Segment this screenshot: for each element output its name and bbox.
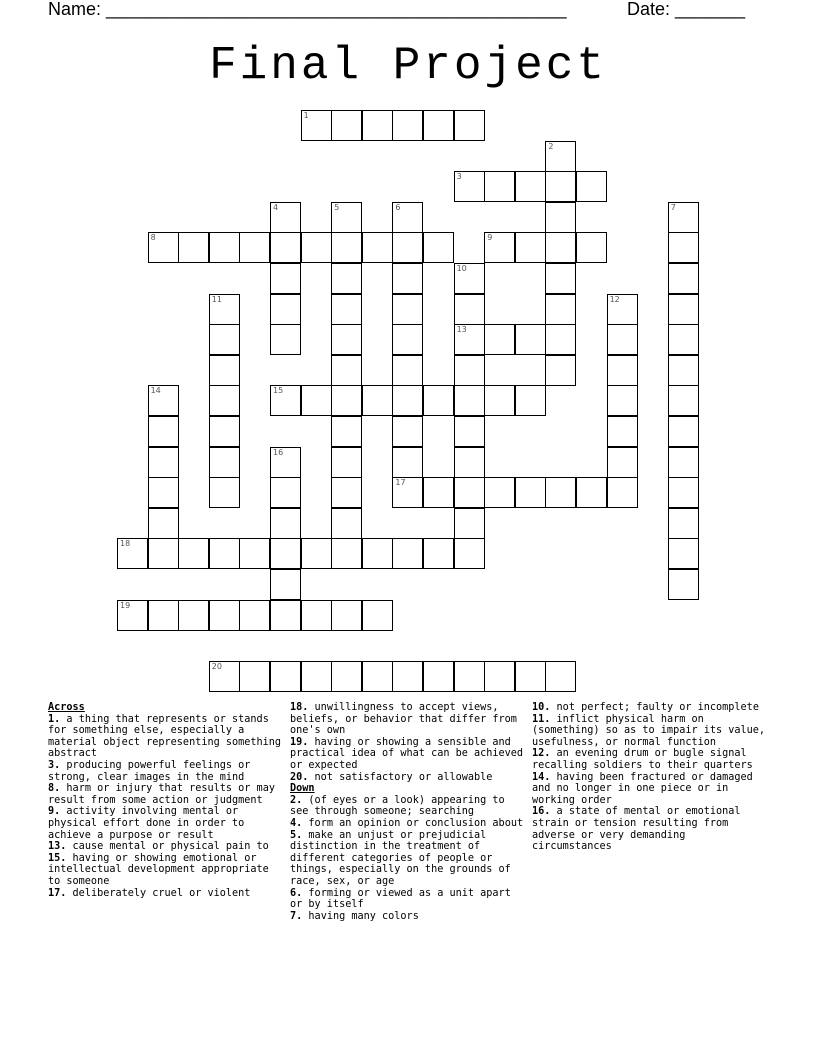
clue-item-number: 8. [48,783,61,795]
crossword-cell[interactable] [392,232,423,263]
crossword-cell[interactable] [270,385,301,416]
crossword-cell[interactable] [301,661,332,692]
crossword-cell[interactable] [515,661,546,692]
clue-item-text: make an unjust or prejudicial distinction in the treatment of different categories of people or things, especially on the grounds of race, sex, or age [290,829,511,887]
clues-column-2 [290,702,526,922]
crossword-cell[interactable] [331,477,362,508]
crossword-cell[interactable] [454,416,485,447]
crossword-cell[interactable] [484,385,515,416]
clue-item [532,772,768,807]
clue-item [48,714,284,760]
crossword-cell[interactable] [148,600,179,631]
crossword-cell[interactable] [576,477,607,508]
crossword-cell[interactable] [454,294,485,325]
crossword-cell[interactable] [484,477,515,508]
crossword-cell[interactable] [270,294,301,325]
crossword-cell[interactable] [148,477,179,508]
crossword-cell[interactable] [117,600,148,631]
crossword-cell[interactable] [331,447,362,478]
crossword-cell[interactable] [331,538,362,569]
crossword-cell[interactable] [209,661,240,692]
clue-item [532,748,768,771]
clue-item-text: form an opinion or conclusion about [308,817,524,829]
crossword-cell[interactable] [607,385,638,416]
crossword-cell[interactable] [484,232,515,263]
crossword-cell[interactable] [668,538,699,569]
crossword-cell[interactable] [668,477,699,508]
clue-item [290,772,526,784]
clue-item [290,888,526,911]
clue-number: 14 [150,386,161,396]
crossword-cell[interactable] [178,538,209,569]
crossword-cell[interactable] [454,661,485,692]
crossword-cell[interactable] [668,263,699,294]
crossword-cell[interactable] [454,263,485,294]
clue-item-number: 5. [290,829,303,841]
crossword-cell[interactable] [454,447,485,478]
crossword-cell[interactable] [515,171,546,202]
crossword-cell[interactable] [545,294,576,325]
crossword-cell[interactable] [209,600,240,631]
crossword-cell[interactable] [668,447,699,478]
crossword-cell[interactable] [239,232,270,263]
crossword-cell[interactable] [668,569,699,600]
crossword-cell[interactable] [270,569,301,600]
crossword-cell[interactable] [576,232,607,263]
crossword-cell[interactable] [301,232,332,263]
clue-number: 7 [670,202,676,212]
crossword-cell[interactable] [515,324,546,355]
clue-item [290,795,526,818]
crossword-cell[interactable] [576,171,607,202]
crossword-cell[interactable] [454,508,485,539]
clue-item-number: 16. [532,806,551,818]
clue-item [48,760,284,783]
crossword-cell[interactable] [454,324,485,355]
clues-column-3 [532,702,768,853]
crossword-cell[interactable] [270,232,301,263]
clue-item-number: 14. [532,771,551,783]
crossword-cell[interactable] [178,600,209,631]
crossword-cell[interactable] [392,263,423,294]
clue-item-text: a thing that represents or stands for something else, especially a material object representing something abstract [48,713,282,760]
clue-item [290,702,526,737]
crossword-cell[interactable] [545,324,576,355]
crossword-cell[interactable] [362,232,393,263]
clue-number: 3 [456,172,462,182]
clue-number: 20 [211,661,222,671]
clue-item-text: cause mental or physical pain to [72,841,269,853]
crossword-cell[interactable] [270,538,301,569]
clue-item-text: not satisfactory or allowable [314,771,493,783]
crossword-cell[interactable] [607,447,638,478]
crossword-cell[interactable] [392,202,423,233]
crossword-cell[interactable] [454,355,485,386]
crossword-cell[interactable] [331,385,362,416]
crossword-cell[interactable] [392,324,423,355]
crossword-cell[interactable] [301,110,332,141]
clue-number: 19 [120,600,131,610]
crossword-cell[interactable] [209,294,240,325]
header [48,0,748,20]
clue-item-text: activity involving mental or physical effort done in order to achieve a purpose or result [48,806,245,841]
clue-item-number: 1. [48,713,61,725]
crossword-cell[interactable] [239,538,270,569]
clue-number: 2 [548,141,554,151]
page-title: Final Project [209,40,607,92]
name-field-label: Name: ______________________________________________ [48,0,567,19]
crossword-cell[interactable] [270,508,301,539]
clue-number: 1 [303,111,309,120]
clue-item [48,853,284,888]
clue-item-number: 20. [290,771,309,783]
crossword-cell[interactable] [545,171,576,202]
clue-number: 9 [487,233,493,243]
crossword-cell[interactable] [545,355,576,386]
crossword-cell[interactable] [668,202,699,233]
crossword-cell[interactable] [331,508,362,539]
crossword-cell[interactable] [270,447,301,478]
clue-number: 6 [395,202,401,212]
crossword-cell[interactable] [301,385,332,416]
clue-item-text: having or showing emotional or intellectual development appropriate to someone [48,852,269,887]
crossword-cell[interactable] [392,538,423,569]
crossword-cell[interactable] [362,600,393,631]
crossword-cell[interactable] [545,263,576,294]
clue-item-number: 18. [290,702,309,713]
crossword-cell[interactable] [331,324,362,355]
crossword-cell[interactable] [668,355,699,386]
clue-item [290,830,526,888]
crossword-cell[interactable] [423,232,454,263]
clue-number: 16 [273,447,284,457]
crossword-cell[interactable] [392,416,423,447]
clue-item-text: deliberately cruel or violent [72,887,251,899]
crossword-cell[interactable] [331,110,362,141]
crossword-cell[interactable] [668,294,699,325]
clue-item [532,702,768,714]
crossword-cell[interactable] [331,202,362,233]
crossword-cell[interactable] [148,385,179,416]
crossword-cell[interactable] [668,416,699,447]
clue-item-text: an evening drum or bugle signal recalling soldiers to their quarters [532,748,753,771]
crossword-cell[interactable] [239,661,270,692]
clue-item-text: forming or viewed as a unit apart or by itself [290,887,511,911]
crossword-cell[interactable] [209,447,240,478]
clue-number: 11 [211,294,222,304]
crossword-cell[interactable] [545,202,576,233]
crossword-cell[interactable] [270,600,301,631]
clue-item [290,737,526,772]
crossword-cell[interactable] [209,232,240,263]
crossword-cell[interactable] [423,110,454,141]
crossword-cell[interactable] [270,202,301,233]
crossword-cell[interactable] [484,324,515,355]
crossword-cell[interactable] [423,385,454,416]
crossword-cell[interactable] [392,110,423,141]
crossword-cell[interactable] [148,508,179,539]
clue-number: 8 [150,233,156,243]
crossword-cell[interactable] [484,661,515,692]
crossword-cell[interactable] [301,600,332,631]
crossword-cell[interactable] [270,661,301,692]
clue-item [48,806,284,841]
clues-heading: Down [290,783,315,795]
crossword-cell[interactable] [270,263,301,294]
crossword-cell[interactable] [515,232,546,263]
crossword-cell[interactable] [148,447,179,478]
crossword-cell[interactable] [331,661,362,692]
crossword-cell[interactable] [454,538,485,569]
crossword-cell[interactable] [454,477,485,508]
crossword-cell[interactable] [270,477,301,508]
clue-number: 18 [120,539,131,549]
crossword-cell[interactable] [331,232,362,263]
crossword-cell[interactable] [178,232,209,263]
crossword-cell[interactable] [423,538,454,569]
clue-item-text: having many colors [308,910,419,922]
clue-item-text: unwillingness to accept views, beliefs, or behavior that differ from one's own [290,702,517,737]
crossword-cell[interactable] [607,416,638,447]
date-field-label: Date: _______ [627,0,746,19]
clue-item-text: producing powerful feelings or strong, clear images in the mind [48,759,251,783]
crossword-cell[interactable] [423,661,454,692]
clue-item-number: 19. [290,736,309,748]
clue-item-text: harm or injury that results or may result from some action or judgment [48,783,275,806]
clue-item [48,888,284,900]
crossword-cell[interactable] [392,355,423,386]
crossword-cell[interactable] [607,355,638,386]
clue-item-text: having or showing a sensible and practical idea of what can be achieved or expected [290,736,524,771]
clue-item-text: not perfect; faulty or incomplete [556,702,759,713]
clue-item-number: 15. [48,852,67,864]
crossword-cell[interactable] [362,385,393,416]
crossword-cell[interactable] [392,477,423,508]
crossword-cell[interactable] [392,447,423,478]
crossword-cell[interactable] [362,538,393,569]
crossword-cell[interactable] [331,600,362,631]
clue-item-number: 17. [48,887,67,899]
clue-number: 15 [273,386,284,396]
clue-item [532,714,768,749]
crossword-cell[interactable] [607,477,638,508]
clue-item [290,911,526,923]
clue-item-text: inflict physical harm on (something) so as to impair its value, usefulness, or normal function [532,713,766,748]
crossword-cell[interactable] [117,538,148,569]
clue-number: 17 [395,478,406,488]
crossword-cell[interactable] [515,477,546,508]
crossword-cell[interactable] [668,508,699,539]
crossword-cell[interactable] [148,538,179,569]
clue-number: 12 [609,294,620,304]
clue-item [48,783,284,806]
clue-item [290,818,526,830]
crossword-cell[interactable] [545,232,576,263]
crossword-cell[interactable] [148,416,179,447]
crossword-cell[interactable] [454,385,485,416]
crossword-cell[interactable] [423,477,454,508]
crossword-cell[interactable] [607,324,638,355]
crossword-cell[interactable] [545,477,576,508]
clue-item-number: 10. [532,702,551,713]
crossword-cell[interactable] [392,294,423,325]
clue-item [532,806,768,852]
clue-number: 13 [456,325,467,335]
crossword-cell[interactable] [209,355,240,386]
clue-number: 4 [273,202,279,212]
clue-number: 5 [334,202,340,212]
crossword-cell[interactable] [331,263,362,294]
crossword-cell[interactable] [209,416,240,447]
crossword-cell[interactable] [331,355,362,386]
crossword-cell[interactable] [454,171,485,202]
clue-item-number: 6. [290,887,303,899]
clue-item-number: 2. [290,794,303,806]
crossword-cell[interactable] [331,294,362,325]
crossword-cell[interactable] [209,324,240,355]
clue-item-text: having been fractured or damaged and no longer in one piece or in working order [532,771,753,806]
clue-item-text: a state of mental or emotional strain or tension resulting from adverse or very demanding circumstances [532,806,741,853]
clues-column-1 [48,702,284,899]
crossword-cell[interactable] [392,661,423,692]
crossword-cell[interactable] [668,324,699,355]
crossword-cell[interactable] [239,600,270,631]
clue-item-number: 7. [290,910,303,922]
crossword-cell[interactable] [392,385,423,416]
clue-item-number: 12. [532,748,551,760]
crossword-cell[interactable] [668,385,699,416]
clue-item [48,841,284,853]
crossword-cell[interactable] [362,661,393,692]
crossword-cell[interactable] [331,416,362,447]
crossword-cell[interactable] [209,477,240,508]
crossword-cell[interactable] [484,171,515,202]
crossword-cell[interactable] [301,538,332,569]
crossword-cell[interactable] [668,232,699,263]
crossword-cell[interactable] [545,141,576,172]
clue-item-number: 9. [48,806,61,818]
crossword-cell[interactable] [209,385,240,416]
clues-heading: Across [48,702,85,713]
clue-item-number: 13. [48,841,67,853]
crossword-cell[interactable] [209,538,240,569]
clue-item-text: (of eyes or a look) appearing to see through someone; searching [290,794,505,818]
clue-item-number: 4. [290,817,303,829]
crossword-cell[interactable] [607,294,638,325]
crossword-cell[interactable] [515,385,546,416]
crossword-cell[interactable] [148,232,179,263]
clue-item-number: 3. [48,759,61,771]
crossword-cell[interactable] [454,110,485,141]
clue-item-number: 11. [532,713,551,725]
clue-number: 10 [456,264,467,273]
crossword-cell[interactable] [362,110,393,141]
crossword-cell[interactable] [545,661,576,692]
crossword-cell[interactable] [270,324,301,355]
